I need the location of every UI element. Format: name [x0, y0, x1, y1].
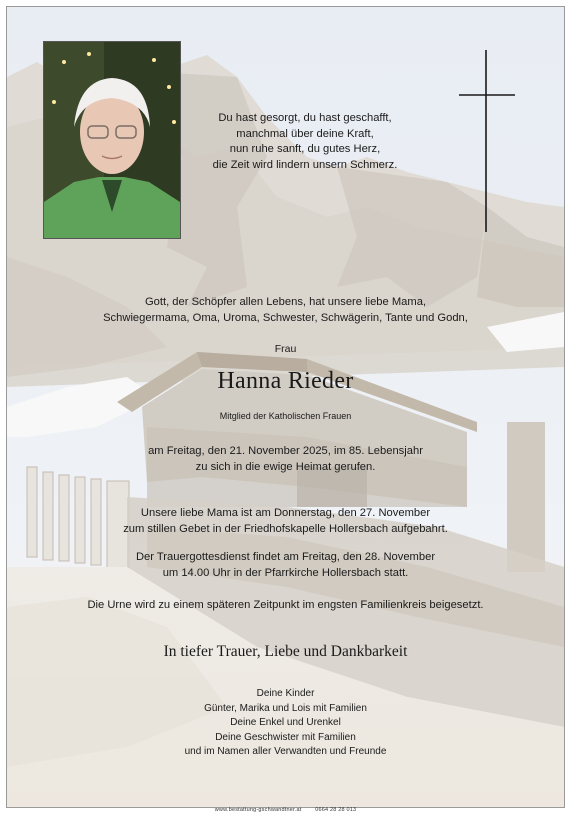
family-line: und im Namen aller Verwandten und Freunde: [184, 746, 387, 757]
membership-note: Mitglied der Katholischen Frauen: [219, 411, 352, 421]
service-notice: [7, 549, 564, 581]
death-line: am Freitag, den 21. November 2025, im 85. Lebensjahr: [148, 445, 423, 457]
salutation: Frau: [274, 343, 297, 355]
family-line: Deine Enkel und Urenkel: [230, 717, 341, 728]
service-line: um 14.00 Uhr in der Pfarrkirche Hollersbach statt.: [162, 567, 409, 579]
mourning-heading: In tiefer Trauer, Liebe und Dankbarkeit: [163, 643, 408, 660]
prayer-notice: [7, 505, 564, 537]
death-notice: [7, 443, 564, 475]
intro-line: Schwiegermama, Oma, Uroma, Schwester, Schwägerin, Tante und Godn,: [103, 311, 468, 324]
poem-line: manchmal über deine Kraft,: [236, 127, 374, 140]
prayer-line: Unsere liebe Mama ist am Donnerstag, den 27. November: [140, 507, 431, 519]
obituary-card: [6, 6, 565, 808]
poem-line: nun ruhe sanft, du gutes Herz,: [229, 143, 381, 155]
family-line: Deine Geschwister mit Familien: [215, 731, 356, 743]
memorial-poem: [125, 111, 485, 173]
footer-phone: 0664 28 28 013: [315, 807, 357, 813]
deceased-name: Hanna Rieder: [217, 368, 354, 394]
intro-text: [7, 295, 564, 326]
family-line: Günter, Marika und Lois mit Familien: [204, 702, 367, 714]
poem-line: die Zeit wird lindern unsern Schmerz.: [212, 158, 398, 171]
footer: [0, 807, 571, 813]
service-line: Der Trauergottesdienst findet am Freitag, den 28. November: [135, 551, 436, 563]
prayer-line: zum stillen Gebet in der Friedhofskapelle Hollersbach aufgebahrt.: [123, 523, 448, 535]
intro-line: Gott, der Schöpfer allen Lebens, hat unsere liebe Mama,: [144, 296, 427, 308]
poem-line: Du hast gesorgt, du hast geschafft,: [218, 112, 392, 124]
urn-notice: Die Urne wird zu einem späteren Zeitpunkt im engsten Familienkreis beigesetzt.: [87, 599, 484, 611]
footer-website: www.bestattung-gschwandtner.at: [214, 807, 302, 813]
family-line: Deine Kinder: [256, 688, 315, 699]
family-signatures: [7, 687, 564, 760]
death-line: zu sich in die ewige Heimat gerufen.: [195, 461, 376, 473]
